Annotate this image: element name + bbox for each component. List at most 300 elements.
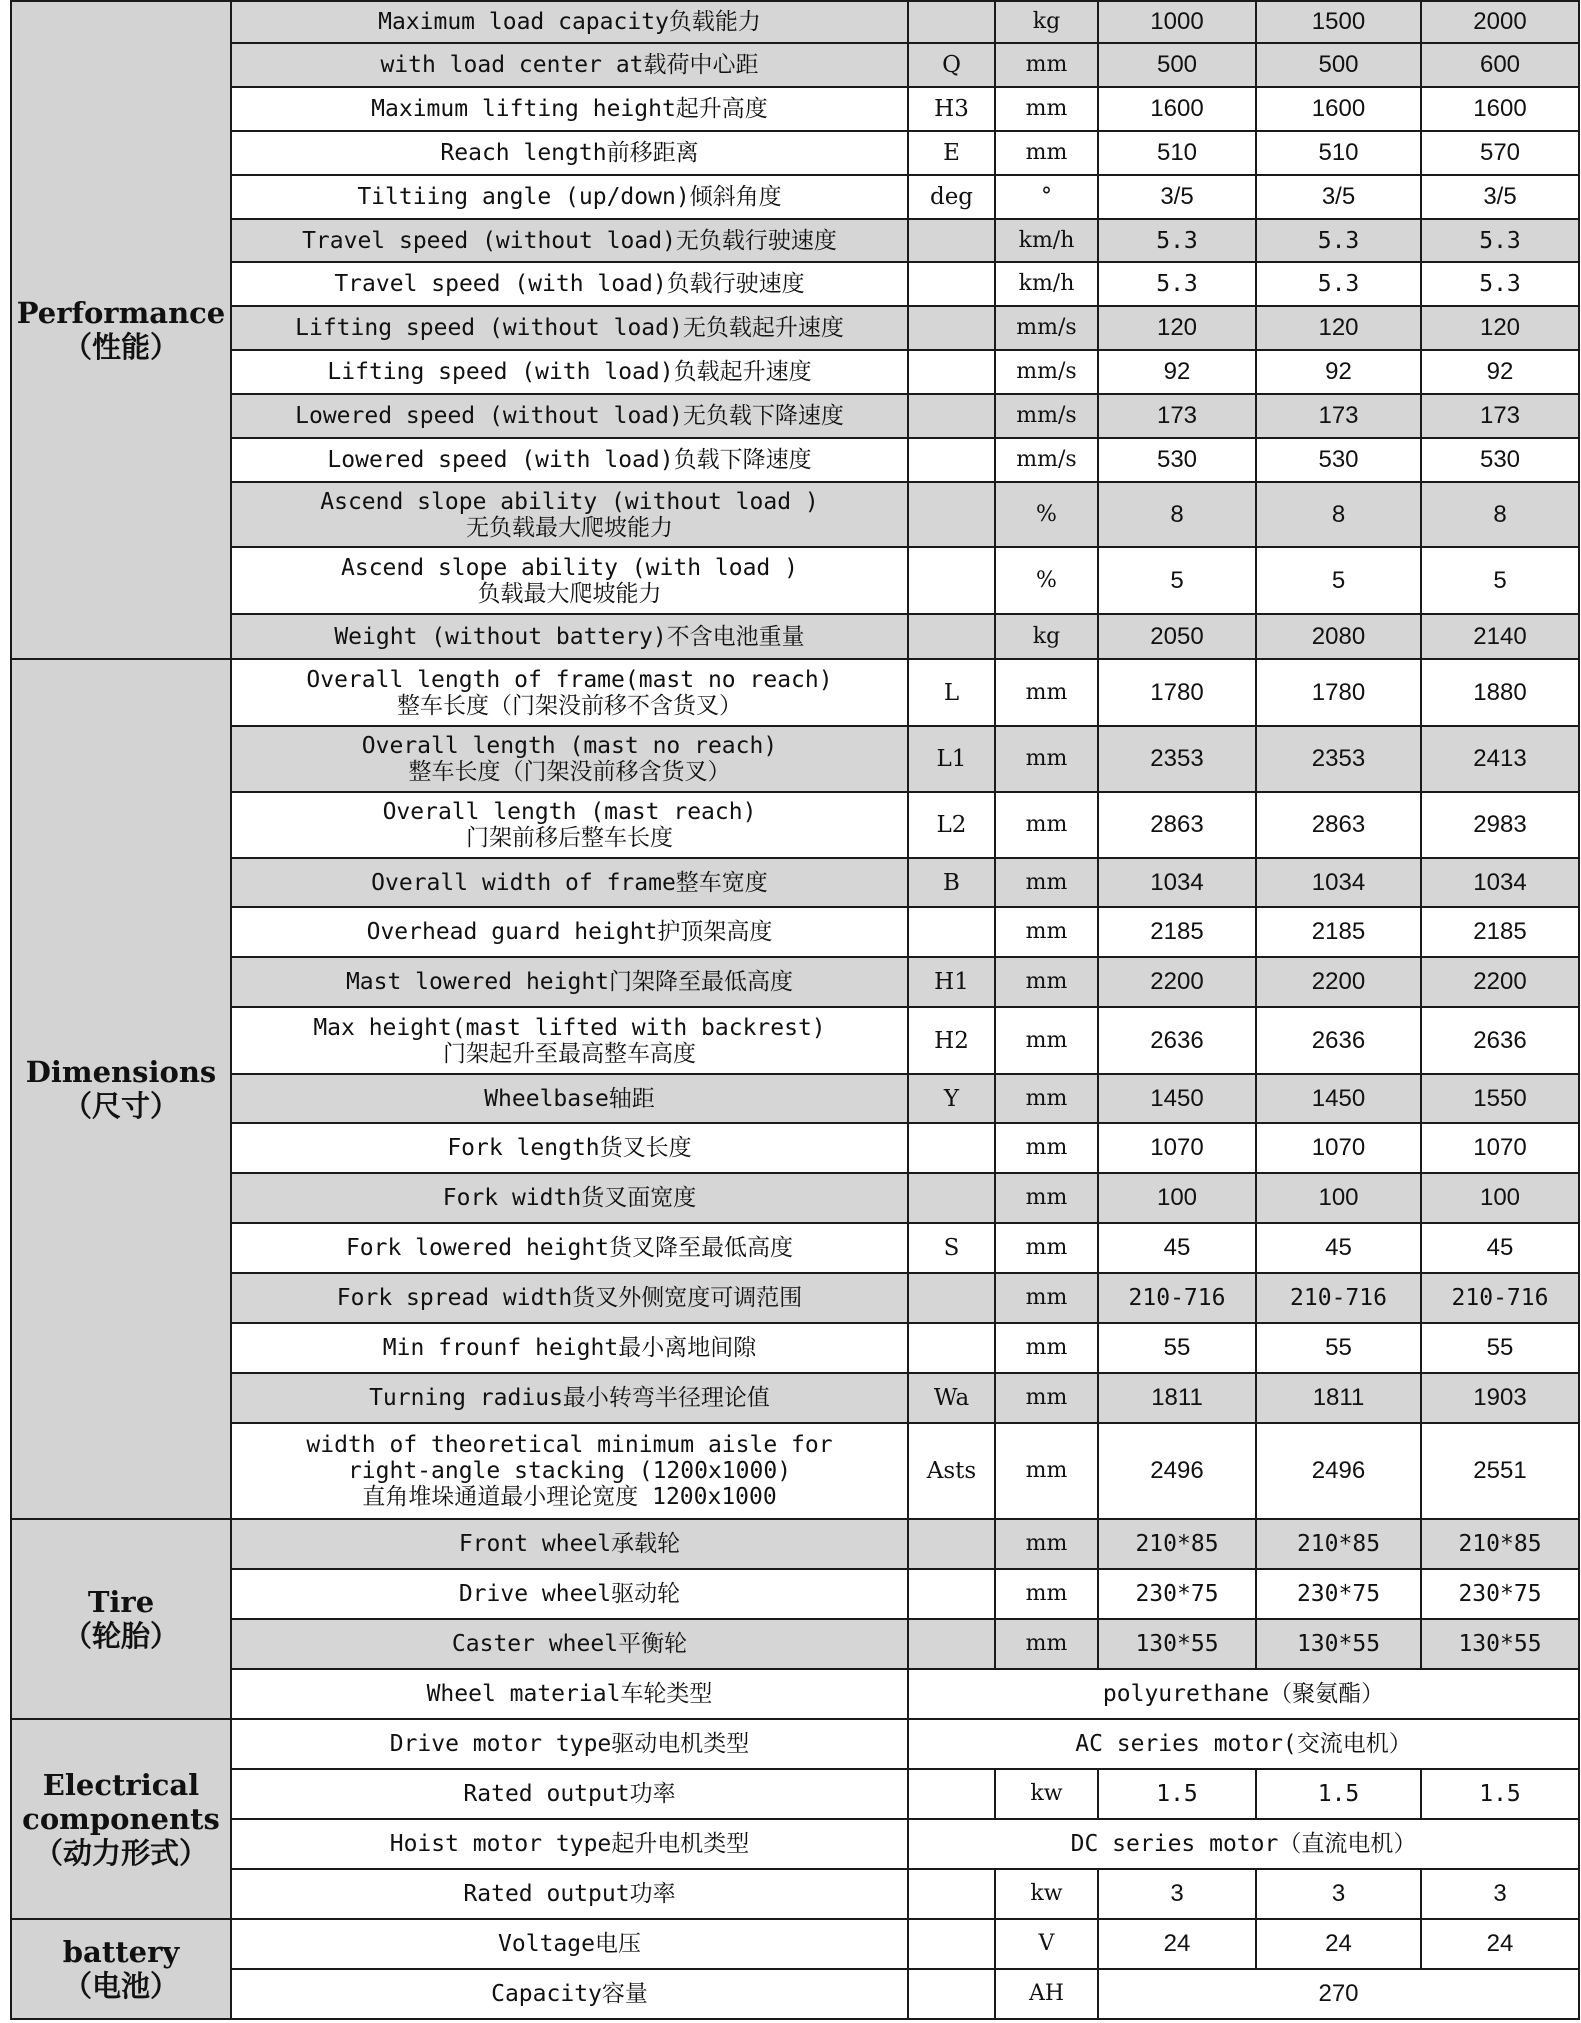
- table-row: [11, 1074, 1579, 1123]
- unit-cell: kg: [995, 614, 1098, 659]
- value-cell: 1880: [1421, 659, 1579, 726]
- value-cell: 1450: [1256, 1074, 1421, 1123]
- unit-cell: mm: [995, 858, 1098, 907]
- code-cell: [908, 1869, 995, 1919]
- unit-cell: mm: [995, 1323, 1098, 1373]
- code-cell: H2: [908, 1007, 995, 1074]
- unit-cell: mm: [995, 43, 1098, 87]
- category-subtitle: （性能）: [62, 330, 179, 364]
- value-cell: 210*85: [1098, 1519, 1256, 1569]
- category-subtitle: （动力形式）: [33, 1836, 208, 1870]
- value-cell: 1811: [1098, 1373, 1256, 1423]
- table-row: [11, 1519, 1579, 1569]
- category-cell: [11, 1719, 231, 1919]
- item-cell: [231, 1373, 908, 1423]
- unit-cell: mm: [995, 1569, 1098, 1619]
- table-row: [11, 858, 1579, 907]
- item-label: Voltage电压: [498, 1931, 641, 1957]
- unit-cell: mm: [995, 1074, 1098, 1123]
- item-cell: [231, 726, 908, 792]
- code-cell: [908, 1619, 995, 1669]
- value-cell: 2636: [1256, 1007, 1421, 1074]
- item-cell: [231, 1273, 908, 1323]
- item-label: Lowered speed (with load)负载下降速度: [327, 447, 812, 473]
- item-label: 门架起升至最高整车高度: [443, 1040, 696, 1067]
- value-cell: 45: [1098, 1223, 1256, 1273]
- category-subtitle: （轮胎）: [62, 1619, 179, 1653]
- unit-cell: km/h: [995, 262, 1098, 306]
- table-row: [11, 350, 1579, 394]
- value-cell: 130*55: [1421, 1619, 1579, 1669]
- table-row: [11, 1969, 1579, 2019]
- value-cell: 530: [1256, 438, 1421, 482]
- value-cell: 2353: [1256, 726, 1421, 792]
- value-cell: 8: [1098, 482, 1256, 547]
- unit-cell: mm: [995, 907, 1098, 957]
- item-label: 整车长度（门架没前移含货叉）: [408, 759, 731, 785]
- spec-table-body: [11, 1, 1579, 2019]
- value-cell: 1903: [1421, 1373, 1579, 1423]
- value-cell: 1.5: [1421, 1769, 1579, 1819]
- unit-cell: mm/s: [995, 394, 1098, 438]
- item-label: Capacity容量: [491, 1981, 648, 2007]
- item-label: Overall width of frame整车宽度: [371, 869, 768, 896]
- value-cell: 530: [1421, 438, 1579, 482]
- table-row: [11, 792, 1579, 858]
- value-cell: 1780: [1256, 659, 1421, 726]
- value-cell: 2496: [1256, 1423, 1421, 1519]
- item-cell: [231, 1919, 908, 1969]
- item-label: Rated output功率: [463, 1881, 676, 1907]
- value-cell: 2353: [1098, 726, 1256, 792]
- code-cell: [908, 306, 995, 350]
- item-cell: [231, 907, 908, 957]
- value-cell: 173: [1256, 394, 1421, 438]
- item-label: Caster wheel平衡轮: [451, 1631, 688, 1657]
- item-cell: [231, 43, 908, 87]
- value-cell: 2200: [1256, 957, 1421, 1007]
- value-cell: 5: [1256, 547, 1421, 614]
- item-cell: [231, 858, 908, 907]
- item-cell: [231, 1323, 908, 1373]
- code-cell: L: [908, 659, 995, 726]
- item-label: Overall length (mast no reach): [361, 733, 778, 759]
- table-row: [11, 1323, 1579, 1373]
- value-cell: 24: [1098, 1919, 1256, 1969]
- value-cell: 510: [1256, 131, 1421, 175]
- value-cell: 92: [1256, 350, 1421, 394]
- value-cell: 3/5: [1421, 175, 1579, 219]
- item-label: Min frounf height最小离地间隙: [382, 1335, 757, 1361]
- item-label: 无负载最大爬坡能力: [466, 514, 673, 541]
- code-cell: [908, 1569, 995, 1619]
- item-label: Travel speed (without load)无负载行驶速度: [302, 227, 837, 254]
- code-cell: [908, 907, 995, 957]
- unit-cell: kw: [995, 1769, 1098, 1819]
- item-cell: [231, 262, 908, 306]
- item-label: 门架前移后整车长度: [466, 825, 673, 851]
- value-cell: 3: [1256, 1869, 1421, 1919]
- value-cell: 210-716: [1421, 1273, 1579, 1323]
- table-row: [11, 1819, 1579, 1869]
- unit-cell: mm: [995, 131, 1098, 175]
- item-label: Lifting speed (with load)负载起升速度: [327, 359, 812, 385]
- item-label: Ascend slope ability (with load ): [341, 554, 798, 581]
- table-row: [11, 1373, 1579, 1423]
- value-cell: 1.5: [1098, 1769, 1256, 1819]
- value-cell: 45: [1421, 1223, 1579, 1273]
- code-cell: L1: [908, 726, 995, 792]
- value-cell: 270: [1098, 1969, 1579, 2019]
- value-cell: 600: [1421, 43, 1579, 87]
- value-cell: 100: [1098, 1173, 1256, 1223]
- item-cell: [231, 482, 908, 547]
- value-cell: 500: [1098, 43, 1256, 87]
- item-label: Wheel material车轮类型: [426, 1681, 713, 1707]
- table-row: [11, 1173, 1579, 1223]
- item-label: right-angle stacking (1200x1000): [347, 1458, 792, 1484]
- item-cell: [231, 219, 908, 262]
- category-name: Dimensions: [25, 1055, 217, 1089]
- value-cell: 2863: [1256, 792, 1421, 858]
- code-cell: [908, 219, 995, 262]
- item-cell: [231, 547, 908, 614]
- item-cell: [231, 175, 908, 219]
- value-cell: 8: [1421, 482, 1579, 547]
- value-cell: 24: [1256, 1919, 1421, 1969]
- value-cell: 1600: [1098, 87, 1256, 131]
- value-cell: 1034: [1098, 858, 1256, 907]
- unit-cell: mm: [995, 726, 1098, 792]
- value-cell: 1070: [1098, 1123, 1256, 1173]
- item-label: Maximum lifting height起升高度: [371, 96, 768, 122]
- table-row: [11, 614, 1579, 659]
- unit-cell: mm: [995, 957, 1098, 1007]
- item-label: Lifting speed (without load)无负载起升速度: [295, 315, 844, 341]
- unit-cell: mm: [995, 1423, 1098, 1519]
- unit-cell: mm: [995, 1123, 1098, 1173]
- category-name-line: components: [22, 1802, 220, 1836]
- unit-cell: %: [995, 547, 1098, 614]
- value-cell: 45: [1256, 1223, 1421, 1273]
- code-cell: [908, 262, 995, 306]
- code-cell: [908, 482, 995, 547]
- table-row: [11, 659, 1579, 726]
- item-label: Tiltiing angle (up/down)倾斜角度: [357, 184, 782, 210]
- value-cell: 1000: [1098, 1, 1256, 43]
- unit-cell: mm: [995, 1173, 1098, 1223]
- value-cell: 2551: [1421, 1423, 1579, 1519]
- category-cell: [11, 1519, 231, 1719]
- value-cell: 24: [1421, 1919, 1579, 1969]
- table-row: [11, 87, 1579, 131]
- item-label: 负载最大爬坡能力: [477, 580, 662, 607]
- item-label: 整车长度（门架没前移不含货叉）: [397, 692, 742, 719]
- value-cell: 1070: [1256, 1123, 1421, 1173]
- table-row: [11, 438, 1579, 482]
- value-cell: 3: [1098, 1869, 1256, 1919]
- item-label: Turning radius最小转弯半径理论值: [369, 1385, 770, 1411]
- item-cell: [231, 957, 908, 1007]
- item-label: Fork length货叉长度: [447, 1135, 692, 1161]
- code-cell: H3: [908, 87, 995, 131]
- value-cell: 5.3: [1098, 219, 1256, 262]
- item-cell: [231, 1669, 908, 1719]
- category-name: battery: [62, 1935, 180, 1969]
- code-cell: [908, 1969, 995, 2019]
- table-row: [11, 1769, 1579, 1819]
- item-label: Travel speed (with load)负载行驶速度: [334, 271, 805, 297]
- item-cell: [231, 1007, 908, 1074]
- value-cell: 2080: [1256, 614, 1421, 659]
- value-cell: 210*85: [1256, 1519, 1421, 1569]
- unit-cell: kw: [995, 1869, 1098, 1919]
- value-cell: 2050: [1098, 614, 1256, 659]
- unit-cell: AH: [995, 1969, 1098, 2019]
- item-label: Maximum load capacity负载能力: [378, 9, 761, 35]
- code-cell: [908, 614, 995, 659]
- table-row: [11, 1869, 1579, 1919]
- unit-cell: km/h: [995, 219, 1098, 262]
- value-cell: 173: [1421, 394, 1579, 438]
- value-cell: 2636: [1421, 1007, 1579, 1074]
- item-cell: [231, 1769, 908, 1819]
- unit-cell: mm: [995, 1273, 1098, 1323]
- unit-cell: °: [995, 175, 1098, 219]
- item-cell: [231, 87, 908, 131]
- table-row: [11, 1719, 1579, 1769]
- value-cell: 120: [1421, 306, 1579, 350]
- value-cell: 92: [1098, 350, 1256, 394]
- table-row: [11, 1273, 1579, 1323]
- value-cell: 5.3: [1421, 262, 1579, 306]
- unit-cell: mm: [995, 87, 1098, 131]
- code-cell: L2: [908, 792, 995, 858]
- item-cell: [231, 1223, 908, 1273]
- table-row: [11, 1919, 1579, 1969]
- table-row: [11, 1223, 1579, 1273]
- unit-cell: mm: [995, 1373, 1098, 1423]
- table-row: [11, 1423, 1579, 1519]
- value-cell: 5.3: [1421, 219, 1579, 262]
- table-row: [11, 726, 1579, 792]
- item-cell: [231, 1619, 908, 1669]
- table-row: [11, 43, 1579, 87]
- table-row: [11, 306, 1579, 350]
- value-cell: 1034: [1421, 858, 1579, 907]
- code-cell: B: [908, 858, 995, 907]
- item-cell: [231, 1423, 908, 1519]
- table-row: [11, 131, 1579, 175]
- table-row: [11, 907, 1579, 957]
- value-cell: 92: [1421, 350, 1579, 394]
- table-row: [11, 175, 1579, 219]
- table-row: [11, 547, 1579, 614]
- value-cell: 3/5: [1098, 175, 1256, 219]
- value-cell: 210-716: [1256, 1273, 1421, 1323]
- item-cell: [231, 394, 908, 438]
- code-cell: Y: [908, 1074, 995, 1123]
- item-label: Lowered speed (without load)无负载下降速度: [295, 403, 844, 429]
- item-cell: [231, 792, 908, 858]
- value-cell: 2983: [1421, 792, 1579, 858]
- table-row: [11, 1669, 1579, 1719]
- value-cell: 230*75: [1098, 1569, 1256, 1619]
- item-label: with load center at载荷中心距: [380, 52, 759, 78]
- item-cell: [231, 614, 908, 659]
- value-cell: 1070: [1421, 1123, 1579, 1173]
- item-label: Max height(mast lifted with backrest): [313, 1014, 826, 1041]
- value-cell: 230*75: [1421, 1569, 1579, 1619]
- item-label: Overall length of frame(mast no reach): [306, 666, 833, 693]
- item-cell: [231, 1519, 908, 1569]
- unit-cell: kg: [995, 1, 1098, 43]
- merged-value-cell: polyurethane（聚氨酯）: [908, 1669, 1579, 1719]
- item-label: Overall length (mast reach): [382, 799, 757, 825]
- item-cell: [231, 1173, 908, 1223]
- code-cell: [908, 1, 995, 43]
- value-cell: 5.3: [1098, 262, 1256, 306]
- value-cell: 8: [1256, 482, 1421, 547]
- item-cell: [231, 438, 908, 482]
- category-name: Tire: [87, 1585, 155, 1619]
- code-cell: [908, 547, 995, 614]
- value-cell: 3: [1421, 1869, 1579, 1919]
- code-cell: H1: [908, 957, 995, 1007]
- item-cell: [231, 1869, 908, 1919]
- category-name: Electrical: [42, 1768, 200, 1802]
- value-cell: 210-716: [1098, 1273, 1256, 1323]
- unit-cell: mm: [995, 1619, 1098, 1669]
- value-cell: 2863: [1098, 792, 1256, 858]
- item-cell: [231, 1123, 908, 1173]
- value-cell: 1450: [1098, 1074, 1256, 1123]
- code-cell: E: [908, 131, 995, 175]
- table-row: [11, 219, 1579, 262]
- item-label: Rated output功率: [463, 1781, 676, 1807]
- code-cell: [908, 438, 995, 482]
- value-cell: 2140: [1421, 614, 1579, 659]
- table-row: [11, 1569, 1579, 1619]
- item-label: Hoist motor type起升电机类型: [389, 1831, 750, 1857]
- code-cell: [908, 1323, 995, 1373]
- unit-cell: mm/s: [995, 306, 1098, 350]
- item-cell: [231, 1569, 908, 1619]
- table-row: [11, 1123, 1579, 1173]
- item-label: Weight (without battery)不含电池重量: [334, 623, 805, 650]
- table-row: [11, 957, 1579, 1007]
- value-cell: 1.5: [1256, 1769, 1421, 1819]
- category-name: Performance: [16, 296, 226, 330]
- value-cell: 173: [1098, 394, 1256, 438]
- spec-table: [10, 0, 1580, 2020]
- code-cell: Asts: [908, 1423, 995, 1519]
- code-cell: [908, 1273, 995, 1323]
- value-cell: 2185: [1256, 907, 1421, 957]
- unit-cell: mm: [995, 792, 1098, 858]
- item-cell: [231, 659, 908, 726]
- category-cell: [11, 1919, 231, 2019]
- item-label: Front wheel承载轮: [458, 1531, 681, 1557]
- value-cell: 1500: [1256, 1, 1421, 43]
- value-cell: 130*55: [1098, 1619, 1256, 1669]
- merged-value-cell: DC series motor（直流电机）: [908, 1819, 1579, 1869]
- unit-cell: mm/s: [995, 438, 1098, 482]
- value-cell: 530: [1098, 438, 1256, 482]
- code-cell: [908, 1769, 995, 1819]
- value-cell: 120: [1256, 306, 1421, 350]
- value-cell: 2413: [1421, 726, 1579, 792]
- value-cell: 2000: [1421, 1, 1579, 43]
- value-cell: 100: [1421, 1173, 1579, 1223]
- unit-cell: mm: [995, 1223, 1098, 1273]
- item-label: Wheelbase轴距: [484, 1085, 655, 1112]
- item-cell: [231, 1074, 908, 1123]
- table-row: [11, 482, 1579, 547]
- value-cell: 510: [1098, 131, 1256, 175]
- value-cell: 210*85: [1421, 1519, 1579, 1569]
- value-cell: 2185: [1098, 907, 1256, 957]
- item-label: Fork spread width货叉外侧宽度可调范围: [336, 1285, 803, 1311]
- item-label: Fork lowered height货叉降至最低高度: [345, 1235, 794, 1261]
- value-cell: 5.3: [1256, 262, 1421, 306]
- code-cell: Wa: [908, 1373, 995, 1423]
- table-row: [11, 394, 1579, 438]
- category-cell: [11, 1, 231, 659]
- item-label: Drive motor type驱动电机类型: [389, 1731, 750, 1757]
- value-cell: 2185: [1421, 907, 1579, 957]
- item-cell: [231, 131, 908, 175]
- value-cell: 2496: [1098, 1423, 1256, 1519]
- item-cell: [231, 1, 908, 43]
- value-cell: 2200: [1421, 957, 1579, 1007]
- value-cell: 3/5: [1256, 175, 1421, 219]
- value-cell: 5: [1098, 547, 1256, 614]
- item-label: Mast lowered height门架降至最低高度: [345, 969, 794, 995]
- unit-cell: V: [995, 1919, 1098, 1969]
- value-cell: 55: [1256, 1323, 1421, 1373]
- unit-cell: mm: [995, 1519, 1098, 1569]
- value-cell: 1034: [1256, 858, 1421, 907]
- value-cell: 130*55: [1256, 1619, 1421, 1669]
- item-cell: [231, 1819, 908, 1869]
- value-cell: 1600: [1421, 87, 1579, 131]
- code-cell: [908, 394, 995, 438]
- value-cell: 5: [1421, 547, 1579, 614]
- unit-cell: mm: [995, 659, 1098, 726]
- item-label: Drive wheel驱动轮: [458, 1581, 681, 1607]
- merged-value-cell: AC series motor(交流电机）: [908, 1719, 1579, 1769]
- item-label: Reach length前移距离: [440, 140, 699, 166]
- code-cell: [908, 1919, 995, 1969]
- value-cell: 55: [1098, 1323, 1256, 1373]
- item-label: 直角堆垛通道最小理论宽度 1200x1000: [362, 1484, 777, 1510]
- value-cell: 5.3: [1256, 219, 1421, 262]
- item-cell: [231, 350, 908, 394]
- code-cell: [908, 1519, 995, 1569]
- value-cell: 1780: [1098, 659, 1256, 726]
- value-cell: 1811: [1256, 1373, 1421, 1423]
- code-cell: [908, 1173, 995, 1223]
- item-cell: [231, 1969, 908, 2019]
- value-cell: 1600: [1256, 87, 1421, 131]
- unit-cell: mm: [995, 1007, 1098, 1074]
- code-cell: [908, 1123, 995, 1173]
- item-cell: [231, 306, 908, 350]
- category-subtitle: （尺寸）: [62, 1089, 179, 1123]
- category-subtitle: （电池）: [62, 1969, 179, 2003]
- code-cell: [908, 350, 995, 394]
